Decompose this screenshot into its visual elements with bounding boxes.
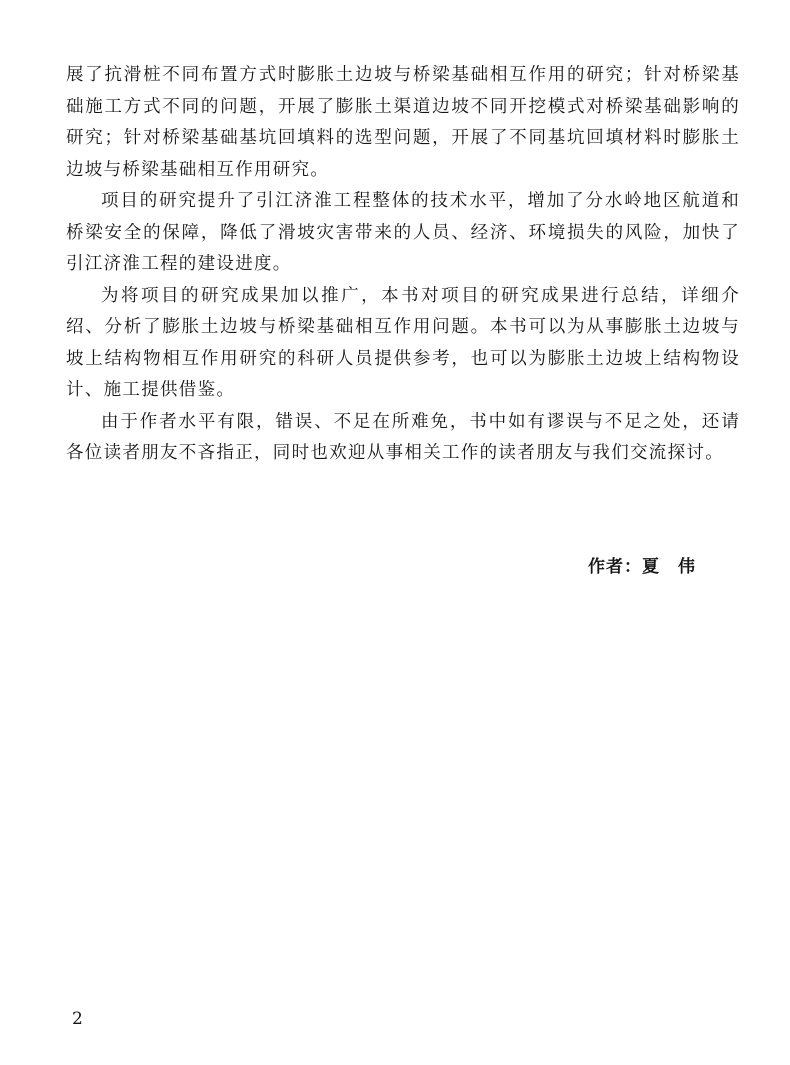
paragraph-book-purpose: 为将项目的研究成果加以推广，本书对项目的研究成果进行总结，详细介绍、分析了膨胀土边坡与桥梁基础相互作用问题。本书可以为从事膨胀土边坡与坡上结构物相互作用研究的科研人员提供参考，也可以为膨胀土边坡上结构物设计、施工提供借鉴。 [66, 285, 740, 400]
paragraph-project-impact: 项目的研究提升了引江济淮工程整体的技术水平，增加了分水岭地区航道和桥梁安全的保障，降低了滑坡灾害带来的人员、经济、环境损失的风险，加快了引江济淮工程的建设进度。 [66, 191, 740, 274]
author-signature: 作者：夏 伟 [588, 557, 696, 577]
body-text [66, 60, 740, 470]
paragraph-acknowledgement: 由于作者水平有限，错误、不足在所难免，书中如有谬误与不足之处，还请各位读者朋友不吝指正，同时也欢迎从事相关工作的读者朋友与我们交流探讨。 [66, 411, 740, 463]
paragraph-continued: 展了抗滑桩不同布置方式时膨胀土边坡与桥梁基础相互作用的研究；针对桥梁基础施工方式不同的问题，开展了膨胀土渠道边坡不同开挖模式对桥梁基础影响的研究；针对桥梁基础基坑回填料的选型问题，开展了不同基坑回填材料时膨胀土边坡与桥梁基础相互作用研究。 [66, 65, 740, 180]
page-number: 2 [72, 1009, 83, 1029]
